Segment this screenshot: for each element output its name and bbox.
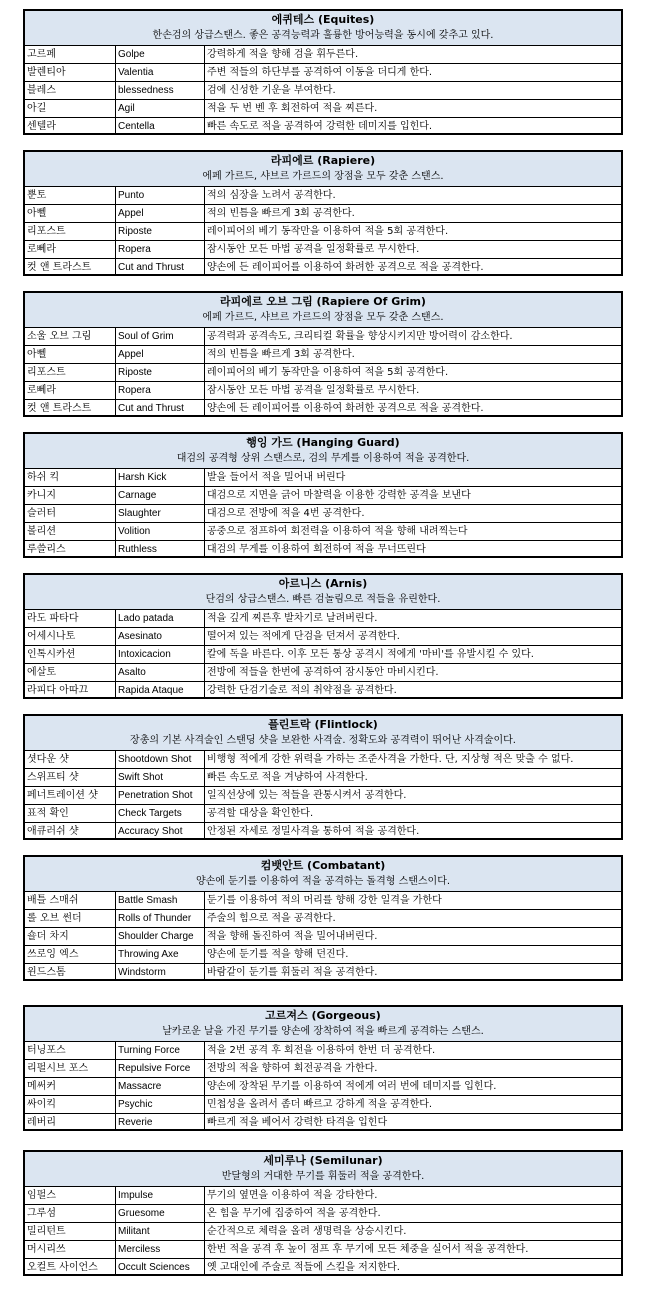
- skill-name-english: Penetration Shot: [116, 787, 205, 805]
- skill-description: 레이피어의 베기 동작만을 이용하여 적을 5회 공격한다.: [205, 364, 622, 382]
- skill-description: 잠시동안 모든 마법 공격을 일정확률로 무시한다.: [205, 241, 622, 259]
- table-row: [25, 628, 621, 646]
- table-row: [25, 1114, 621, 1132]
- skill-name-korean: 터닝포스: [25, 1042, 116, 1060]
- stance-title: 라피에르 (Rapiere): [270, 154, 376, 167]
- skill-name-english: Appel: [116, 205, 205, 223]
- skill-name-korean: 소울 오브 그림: [25, 328, 116, 346]
- skill-name-korean: 카니지: [25, 487, 116, 505]
- skill-name-english: Militant: [116, 1223, 205, 1241]
- table-row: [25, 187, 621, 205]
- table-row: [25, 505, 621, 523]
- skill-description: 공격할 대상을 확인한다.: [205, 805, 622, 823]
- stance-title: 라피에르 오브 그림 (Rapiere Of Grim): [220, 295, 426, 308]
- stance-title: 세미루나 (Semilunar): [263, 1154, 383, 1167]
- skill-description: 적을 향해 돌진하여 적을 밀어내버린다.: [205, 928, 622, 946]
- stance-description: 에페 가르드, 샤브르 가르드의 장점을 모두 갖춘 스탠스.: [202, 312, 444, 323]
- stance-header: [25, 293, 621, 328]
- skill-name-english: Harsh Kick: [116, 469, 205, 487]
- skill-name-korean: 로뻬라: [25, 241, 116, 259]
- table-row: [25, 751, 621, 769]
- stance-title: 플린트락 (Flintlock): [268, 718, 378, 731]
- stance-header: [25, 857, 621, 892]
- table-row: [25, 382, 621, 400]
- skill-description: 둔기를 이용하여 적의 머리를 향해 강한 일격을 가한다: [205, 892, 622, 910]
- skill-description: 양손에 장착된 무기를 이용하여 적에게 여러 번에 데미지를 입힌다.: [205, 1078, 622, 1096]
- skill-description: 양손에 든 레이피어를 이용하여 화려한 공격으로 적을 공격한다.: [207, 403, 484, 414]
- skill-table: [25, 46, 621, 135]
- stance-description: 한손검의 상급스탠스. 좋은 공격능력과 훌륭한 방어능력을 동시에 갖추고 있다.: [152, 30, 494, 41]
- stance-table: [23, 9, 623, 135]
- skill-name-english: Swift Shot: [116, 769, 205, 787]
- table-row: [25, 787, 621, 805]
- table-row: [25, 346, 621, 364]
- skill-name-english: Carnage: [116, 487, 205, 505]
- skill-name-korean: 라도 파타다: [25, 610, 116, 628]
- skill-name-korean: 밀리턴트: [25, 1223, 116, 1241]
- table-row: [25, 910, 621, 928]
- skill-description: 적의 빈틈을 빠르게 3회 공격한다.: [205, 346, 622, 364]
- table-row: [25, 46, 621, 64]
- skill-description: 온 힘을 무기에 집중하여 적을 공격한다.: [205, 1205, 622, 1223]
- skill-name-korean: 셧다운 샷: [25, 751, 116, 769]
- skill-name-korean: 블레스: [25, 82, 116, 100]
- stance-title: 에퀴테스 (Equites): [271, 13, 375, 26]
- table-row: [25, 118, 621, 136]
- skill-name-korean: 루쓸리스: [25, 541, 116, 559]
- skill-name-korean: 레버리: [25, 1114, 116, 1132]
- skill-description: 검에 신성한 기운을 부여한다.: [205, 82, 622, 100]
- skill-table: [25, 469, 621, 558]
- skill-name-english: Appel: [116, 346, 205, 364]
- skill-name-korean: 아뻴: [25, 346, 116, 364]
- table-row: [25, 823, 621, 841]
- skill-description: 전방에 적들을 한번에 공격하여 잠시동안 마비시킨다.: [205, 664, 622, 682]
- skill-name-english: Asesinato: [116, 628, 205, 646]
- skill-description: 발을 들어서 적을 밀어내 버린다: [205, 469, 622, 487]
- skill-name-korean: 리펄시브 포스: [25, 1060, 116, 1078]
- stance-title: 고르져스 (Gorgeous): [265, 1009, 381, 1022]
- stance-header: [25, 11, 621, 46]
- table-row: [25, 892, 621, 910]
- table-row: [25, 1078, 621, 1096]
- skill-name-korean: 윈드스톰: [25, 964, 116, 982]
- skill-description: 빠른 속도로 적을 겨냥하여 사격한다.: [205, 769, 622, 787]
- skill-description: 대검으로 지면을 긁어 마찰력을 이용한 강력한 공격을 보낸다: [205, 487, 622, 505]
- skill-name-english: Shootdown Shot: [116, 751, 205, 769]
- skill-description: 무기의 옆면을 이용하여 적을 강타한다.: [205, 1187, 622, 1205]
- table-row: [25, 328, 621, 346]
- skill-name-korean: 롤 오브 썬더: [25, 910, 116, 928]
- table-row: [25, 928, 621, 946]
- skill-name-english: Punto: [116, 187, 205, 205]
- skill-description: 적의 빈틈을 빠르게 3회 공격한다.: [205, 205, 622, 223]
- skill-name-english: Shoulder Charge: [116, 928, 205, 946]
- skill-name-korean: 하쉬 킥: [25, 469, 116, 487]
- table-row: [25, 541, 621, 559]
- skill-name-english: Riposte: [116, 223, 205, 241]
- skill-name-english: Accuracy Shot: [116, 823, 205, 841]
- skill-description: 옛 고대인에 주술로 적들에 스킬을 저지한다.: [207, 1262, 400, 1273]
- skill-name-english: Cut and Thrust: [116, 400, 205, 418]
- skill-description: 적을 두 번 벤 후 회전하여 적을 찌른다.: [205, 100, 622, 118]
- skill-name-english: Check Targets: [116, 805, 205, 823]
- skill-name-korean: 페너트레이션 샷: [25, 787, 116, 805]
- skill-table: [25, 1187, 621, 1276]
- table-row: [25, 223, 621, 241]
- skill-description: 한번 적을 공격 후 높이 점프 후 무기에 모든 체중을 실어서 적을 공격한다.: [205, 1241, 622, 1259]
- table-row: [25, 259, 621, 277]
- skill-description: 강력하게 적을 향해 검을 휘두른다.: [205, 46, 622, 64]
- stance-title: 행잉 가드 (Hanging Guard): [246, 436, 400, 449]
- stance-header: [25, 575, 621, 610]
- skill-name-english: Lado patada: [116, 610, 205, 628]
- skill-name-korean: 스위프티 샷: [25, 769, 116, 787]
- skill-name-korean: 뿐토: [25, 187, 116, 205]
- skill-name-english: blessedness: [116, 82, 205, 100]
- skill-name-english: Merciless: [116, 1241, 205, 1259]
- skill-description: 양손에 든 레이피어를 이용하여 화려한 공격으로 적을 공격한다.: [207, 262, 484, 273]
- skill-description: 빠르게 적을 베어서 강력한 타격을 입힌다: [207, 1117, 388, 1128]
- stance-description: 단검의 상급스탠스. 빠른 검놀림으로 적들을 유린한다.: [205, 594, 441, 605]
- stance-table: [23, 432, 623, 558]
- skill-name-korean: 그루섬: [25, 1205, 116, 1223]
- stance-table: [23, 150, 623, 276]
- skill-description: 일직선상에 있는 적들을 관통시켜서 공격한다.: [205, 787, 622, 805]
- skill-name-english: Intoxicacion: [116, 646, 205, 664]
- skill-name-english: Slaughter: [116, 505, 205, 523]
- table-row: [25, 964, 621, 982]
- skill-description: 주술의 힘으로 적을 공격한다.: [205, 910, 622, 928]
- skill-description: 민첩성을 올려서 좀더 빠르고 강하게 적을 공격한다.: [205, 1096, 622, 1114]
- table-row: [25, 682, 621, 700]
- skill-name-english: Ropera: [116, 382, 205, 400]
- skill-name-english: Golpe: [116, 46, 205, 64]
- skill-name-english: Valentia: [116, 64, 205, 82]
- skill-name-korean: 표적 확인: [25, 805, 116, 823]
- skill-name-korean: 볼리션: [25, 523, 116, 541]
- skill-description: 주변 적들의 하단부를 공격하여 이동을 더디게 한다.: [205, 64, 622, 82]
- skill-description: 안정된 자세로 정밀사격을 통하여 적을 공격한다.: [207, 826, 420, 837]
- table-row: [25, 205, 621, 223]
- skill-name-english: Massacre: [116, 1078, 205, 1096]
- skill-name-english: Battle Smash: [116, 892, 205, 910]
- skill-name-english: Turning Force: [116, 1042, 205, 1060]
- skill-name-english: Cut and Thrust: [116, 259, 205, 277]
- skill-name-korean: 배틀 스매쉬: [25, 892, 116, 910]
- skill-name-english: Rolls of Thunder: [116, 910, 205, 928]
- skill-description: 적을 깊게 찌른후 발차기로 날려버린다.: [205, 610, 622, 628]
- stance-table: [23, 855, 623, 981]
- skill-table: [25, 610, 621, 699]
- skill-name-korean: 슬러터: [25, 505, 116, 523]
- skill-name-english: Windstorm: [116, 964, 205, 982]
- skill-table: [25, 892, 621, 981]
- stance-header: [25, 1152, 621, 1187]
- table-row: [25, 946, 621, 964]
- skill-name-english: Occult Sciences: [116, 1259, 205, 1277]
- stance-title: 컴뱃안트 (Combatant): [260, 859, 386, 872]
- stance-table: [23, 714, 623, 840]
- stance-header: [25, 152, 621, 187]
- skill-description: 레이피어의 베기 동작만을 이용하여 적을 5회 공격한다.: [205, 223, 622, 241]
- table-row: [25, 523, 621, 541]
- skill-name-korean: 고르페: [25, 46, 116, 64]
- stance-header: [25, 434, 621, 469]
- stance-table: [23, 1005, 623, 1131]
- skill-name-english: Soul of Grim: [116, 328, 205, 346]
- skill-name-korean: 컷 앤 트라스트: [25, 400, 116, 418]
- stance-table: [23, 573, 623, 699]
- skill-name-korean: 라피다 아따끄: [25, 682, 116, 700]
- skill-description: 대검의 무게를 이용하여 회전하여 적을 무너뜨린다: [207, 544, 426, 555]
- skill-name-korean: 리포스트: [25, 223, 116, 241]
- table-row: [25, 487, 621, 505]
- skill-name-korean: 애큐러쉬 샷: [25, 823, 116, 841]
- skill-description: 칼에 독을 바른다. 이후 모든 통상 공격시 적에게 '마비'를 유발시킬 수 있다.: [205, 646, 622, 664]
- skill-name-korean: 발렌티아: [25, 64, 116, 82]
- table-row: [25, 1060, 621, 1078]
- skill-name-korean: 아길: [25, 100, 116, 118]
- table-row: [25, 82, 621, 100]
- table-row: [25, 646, 621, 664]
- skill-name-english: Psychic: [116, 1096, 205, 1114]
- skill-name-english: Riposte: [116, 364, 205, 382]
- skill-name-korean: 센텔라: [25, 118, 116, 136]
- table-row: [25, 1259, 621, 1277]
- skill-name-english: Asalto: [116, 664, 205, 682]
- stance-header: [25, 716, 621, 751]
- skill-name-english: Repulsive Force: [116, 1060, 205, 1078]
- skill-description: 빠른 속도로 적을 공격하여 강력한 데미지를 입힌다.: [207, 121, 433, 132]
- table-row: [25, 241, 621, 259]
- skill-name-korean: 쓰로잉 엑스: [25, 946, 116, 964]
- skill-table: [25, 187, 621, 276]
- skill-name-korean: 에살토: [25, 664, 116, 682]
- table-row: [25, 805, 621, 823]
- stance-description: 에페 가르드, 샤브르 가르드의 장점을 모두 갖춘 스탠스.: [202, 171, 444, 182]
- skill-name-korean: 싸이킥: [25, 1096, 116, 1114]
- skill-table: [25, 751, 621, 840]
- skill-name-english: Volition: [116, 523, 205, 541]
- skill-name-english: Agil: [116, 100, 205, 118]
- table-row: [25, 1042, 621, 1060]
- stance-description: 대검의 공격형 상위 스탠스로, 검의 무게를 이용하여 적을 공격한다.: [176, 453, 470, 464]
- skill-name-korean: 오컬트 사이언스: [25, 1259, 116, 1277]
- table-row: [25, 1241, 621, 1259]
- skill-name-english: Ropera: [116, 241, 205, 259]
- skill-description: 잠시동안 모든 마법 공격을 일정확률로 무시한다.: [205, 382, 622, 400]
- skill-description: 전방의 적을 향하여 회전공격을 가한다.: [205, 1060, 622, 1078]
- table-row: [25, 1223, 621, 1241]
- skill-description: 비행형 적에게 강한 위력을 가하는 조준사격을 가한다. 단, 지상형 적은 맞출 수 없다.: [205, 751, 622, 769]
- skill-name-english: Impulse: [116, 1187, 205, 1205]
- skill-description: 적을 2번 공격 후 회전을 이용하여 한번 더 공격한다.: [205, 1042, 622, 1060]
- table-row: [25, 610, 621, 628]
- stance-description: 장총의 기본 사격술인 스탠딩 샷을 보완한 사격술. 정확도와 공격력이 뛰어난 사격술이다.: [130, 735, 516, 746]
- skill-description: 대검으로 전방에 적을 4번 공격한다.: [205, 505, 622, 523]
- table-row: [25, 664, 621, 682]
- table-row: [25, 469, 621, 487]
- skill-description: 공중으로 점프하여 회전력을 이용하여 적을 향해 내려찍는다: [205, 523, 622, 541]
- table-row: [25, 769, 621, 787]
- skill-description: 강력한 단검기술로 적의 취약점을 공격한다.: [207, 685, 397, 696]
- skill-name-korean: 아뻴: [25, 205, 116, 223]
- table-row: [25, 1187, 621, 1205]
- skill-description: 떨어져 있는 적에게 단검을 던져서 공격한다.: [205, 628, 622, 646]
- skill-name-korean: 리포스트: [25, 364, 116, 382]
- stance-description: 양손에 둔기를 이용하여 적을 공격하는 돌격형 스탠스이다.: [195, 876, 451, 887]
- skill-description: 공격력과 공격속도, 크리티컬 확률을 향상시키지만 방어력이 감소한다.: [205, 328, 622, 346]
- skill-description: 적의 심장을 노려서 공격한다.: [205, 187, 622, 205]
- skill-name-korean: 머시리쓰: [25, 1241, 116, 1259]
- stance-title: 아르니스 (Arnis): [278, 577, 368, 590]
- table-row: [25, 100, 621, 118]
- skill-description: 순간적으로 체력을 올려 생명력을 상승시킨다.: [205, 1223, 622, 1241]
- table-row: [25, 400, 621, 418]
- skill-table: [25, 1042, 621, 1131]
- skill-name-korean: 숄더 차지: [25, 928, 116, 946]
- skill-name-english: Gruesome: [116, 1205, 205, 1223]
- stance-description: 날카로운 날을 가진 무기를 양손에 장착하여 적을 빠르게 공격하는 스탠스.: [162, 1026, 484, 1037]
- skill-name-korean: 어세시나토: [25, 628, 116, 646]
- skill-name-korean: 임펄스: [25, 1187, 116, 1205]
- table-row: [25, 364, 621, 382]
- table-row: [25, 64, 621, 82]
- skill-name-english: Reverie: [116, 1114, 205, 1132]
- skill-name-english: Throwing Axe: [116, 946, 205, 964]
- skill-description: 바람같이 둔기를 휘둘러 적을 공격한다.: [207, 967, 378, 978]
- skill-name-english: Rapida Ataque: [116, 682, 205, 700]
- skill-description: 양손에 둔기를 적을 향해 던진다.: [205, 946, 622, 964]
- stance-table: [23, 1150, 623, 1276]
- skill-name-english: Ruthless: [116, 541, 205, 559]
- skill-name-korean: 인톡시카션: [25, 646, 116, 664]
- table-row: [25, 1096, 621, 1114]
- skill-name-korean: 메써커: [25, 1078, 116, 1096]
- skill-name-english: Centella: [116, 118, 205, 136]
- table-row: [25, 1205, 621, 1223]
- skill-table: [25, 328, 621, 417]
- stance-header: [25, 1007, 621, 1042]
- skill-name-korean: 로뻬라: [25, 382, 116, 400]
- stance-description: 반달형의 거대한 무기를 휘둘러 적을 공격한다.: [221, 1171, 425, 1182]
- stance-table: [23, 291, 623, 417]
- skill-name-korean: 컷 앤 트라스트: [25, 259, 116, 277]
